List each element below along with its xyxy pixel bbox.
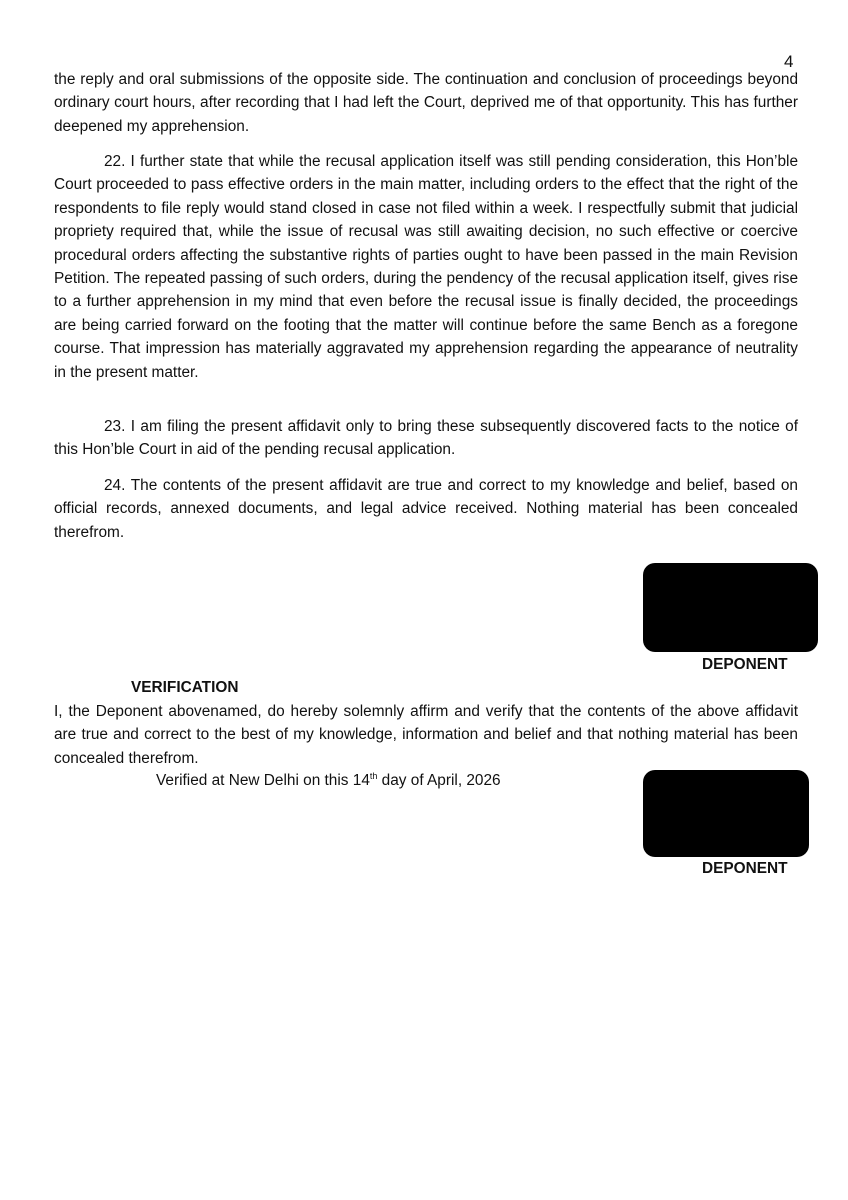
deponent-label-1: DEPONENT (702, 656, 788, 673)
verified-prefix: Verified at New Delhi on this 14 (156, 772, 370, 789)
verified-suffix: day of April, 2026 (377, 772, 501, 789)
paragraph-continuation: the reply and oral submissions of the opposite side. The continuation and conclusion of proceedings beyond ordinary court hours, after recording that I had left the Court, deprived me of that opportunity. This has further deepened my apprehension. (54, 71, 798, 135)
paragraph-23: 23. I am filing the present affidavit only to bring these subsequently discovered facts to the notice of this Hon’ble Court in aid of the pending recusal application. (54, 418, 798, 459)
verification-text: I, the Deponent abovenamed, do hereby solemnly affirm and verify that the contents of the above affidavit are true and correct to the best of my knowledge, information and belief and that nothing material has been concealed therefrom. (54, 703, 798, 767)
paragraph-24: 24. The contents of the present affidavit are true and correct to my knowledge and belief, based on official records, annexed documents, and legal advice received. Nothing material has been concealed therefrom. (54, 477, 798, 541)
redacted-signature-1 (643, 563, 818, 652)
deponent-label-2: DEPONENT (702, 860, 788, 877)
verified-line (156, 769, 501, 792)
paragraph-22: 22. I further state that while the recusal application itself was still pending consideration, this Hon’ble Court proceeded to pass effective orders in the main matter, including orders to the effect that the right of the respondents to file reply would stand closed in case not filed within a week. I respectfully submit that judicial propriety required that, while the issue of recusal was still awaiting decision, no such effective or coercive procedural orders affecting the substantive rights of parties ought to have been passed in the main Revision Petition. The repeated passing of such orders, during the pendency of the recusal application itself, gives rise to a further apprehension in my mind that even before the recusal issue is finally decided, the proceedings are being carried forward on the footing that the matter will continue before the same Bench as a foregone course. That impression has materially aggravated my apprehension regarding the appearance of neutrality in the present matter. (54, 153, 798, 381)
redacted-signature-2 (643, 770, 809, 857)
verified-ordinal: th (369, 771, 378, 781)
page-number: 4 (784, 52, 794, 71)
verification-heading: VERIFICATION (131, 679, 239, 696)
